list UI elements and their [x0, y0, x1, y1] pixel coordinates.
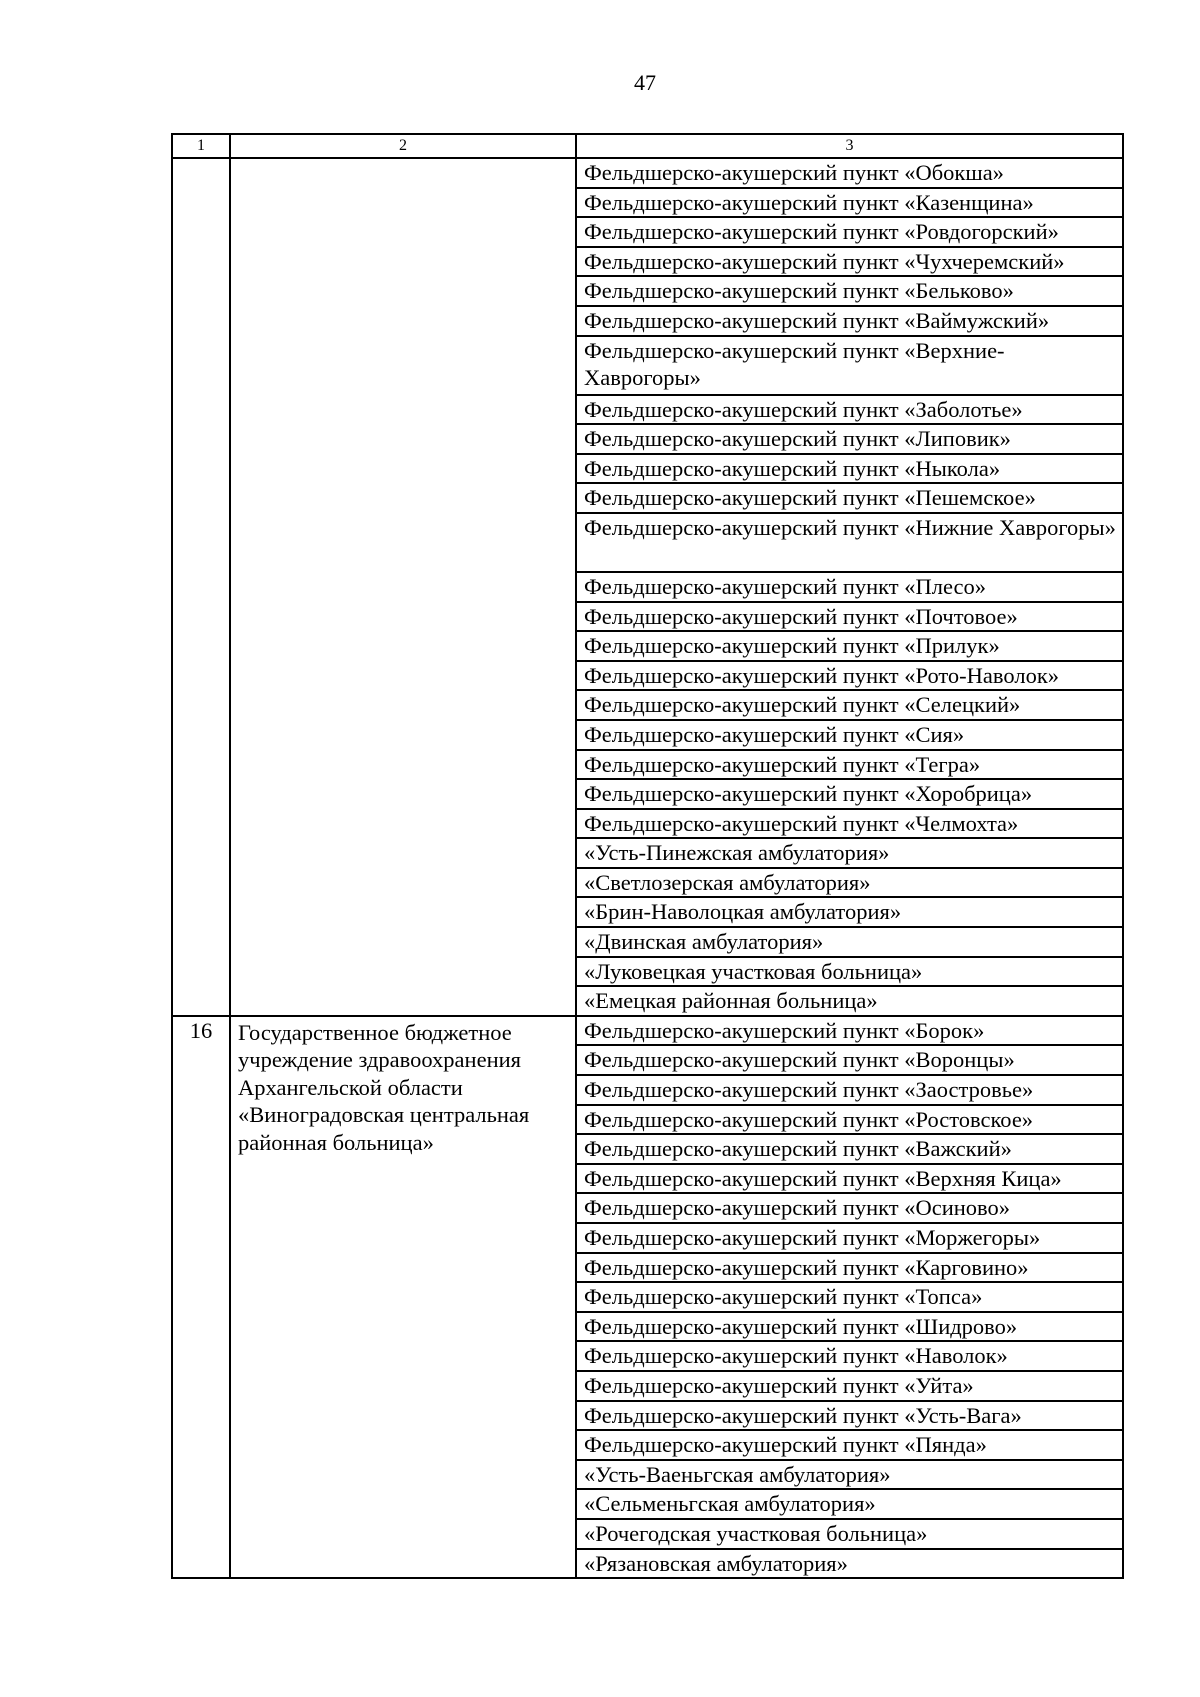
facility-cell: Фельдшерско-акушерский пункт «Селецкий» [576, 690, 1123, 720]
facility-cell: Фельдшерско-акушерский пункт «Нижние Хаврогоры» [576, 513, 1123, 572]
facility-cell: «Рочегодская участковая больница» [576, 1519, 1123, 1549]
table-row [172, 1016, 1123, 1046]
header-col-1: 1 [172, 134, 230, 158]
facility-cell: Фельдшерско-акушерский пункт «Обокша» [576, 158, 1123, 188]
facility-cell: Фельдшерско-акушерский пункт «Прилук» [576, 631, 1123, 661]
facility-cell: Фельдшерско-акушерский пункт «Борок» [576, 1016, 1123, 1046]
header-col-3: 3 [576, 134, 1123, 158]
facility-cell: Фельдшерско-акушерский пункт «Карговино» [576, 1253, 1123, 1283]
facility-cell: Фельдшерско-акушерский пункт «Воронцы» [576, 1045, 1123, 1075]
facility-cell: Фельдшерско-акушерский пункт «Тегра» [576, 750, 1123, 780]
facility-cell: Фельдшерско-акушерский пункт «Почтовое» [576, 602, 1123, 632]
facility-cell: Фельдшерско-акушерский пункт «Заболотье» [576, 395, 1123, 425]
table-row [172, 158, 1123, 188]
facility-cell: Фельдшерско-акушерский пункт «Ныкола» [576, 454, 1123, 484]
facility-cell: Фельдшерско-акушерский пункт «Важский» [576, 1134, 1123, 1164]
facility-cell: Фельдшерско-акушерский пункт «Сия» [576, 720, 1123, 750]
facility-cell: «Светлозерская амбулатория» [576, 868, 1123, 898]
facility-cell: Фельдшерско-акушерский пункт «Ваймужский» [576, 306, 1123, 336]
facility-cell: Фельдшерско-акушерский пункт «Бельково» [576, 276, 1123, 306]
row-number-cell [172, 158, 230, 1016]
facility-cell: Фельдшерско-акушерский пункт «Пянда» [576, 1430, 1123, 1460]
facility-cell: Фельдшерско-акушерский пункт «Ростовское» [576, 1105, 1123, 1135]
facility-cell: Фельдшерско-акушерский пункт «Усть-Вага» [576, 1401, 1123, 1431]
facility-cell: Фельдшерско-акушерский пункт «Казенщина» [576, 188, 1123, 218]
facility-cell: Фельдшерско-акушерский пункт «Верхние-Хаврогоры» [576, 336, 1123, 395]
facility-cell: Фельдшерско-акушерский пункт «Топса» [576, 1282, 1123, 1312]
facility-cell: Фельдшерско-акушерский пункт «Рото-Наволок» [576, 661, 1123, 691]
header-col-2: 2 [230, 134, 576, 158]
facility-cell: Фельдшерско-акушерский пункт «Липовик» [576, 424, 1123, 454]
facility-cell: Фельдшерско-акушерский пункт «Наволок» [576, 1341, 1123, 1371]
facilities-table [171, 133, 1124, 1579]
facility-cell: «Емецкая районная больница» [576, 986, 1123, 1016]
facility-cell: «Усть-Пинежская амбулатория» [576, 838, 1123, 868]
page-number: 47 [634, 70, 656, 95]
row-number-cell: 16 [172, 1016, 230, 1578]
facility-cell: Фельдшерско-акушерский пункт «Ровдогорский» [576, 217, 1123, 247]
facility-cell: Фельдшерско-акушерский пункт «Чухчеремский» [576, 247, 1123, 277]
table-header-row [172, 134, 1123, 158]
facility-cell: Фельдшерско-акушерский пункт «Хоробрица» [576, 779, 1123, 809]
facility-cell: «Брин-Наволоцкая амбулатория» [576, 897, 1123, 927]
facility-cell: Фельдшерско-акушерский пункт «Плесо» [576, 572, 1123, 602]
facility-cell: Фельдшерско-акушерский пункт «Пешемское» [576, 483, 1123, 513]
facility-cell: Фельдшерско-акушерский пункт «Осиново» [576, 1193, 1123, 1223]
organization-cell [230, 158, 576, 1016]
facility-cell: Фельдшерско-акушерский пункт «Верхняя Кица» [576, 1164, 1123, 1194]
facility-cell: «Сельменьгская амбулатория» [576, 1489, 1123, 1519]
facility-cell: Фельдшерско-акушерский пункт «Шидрово» [576, 1312, 1123, 1342]
facility-cell: Фельдшерско-акушерский пункт «Заостровье» [576, 1075, 1123, 1105]
facility-cell: «Луковецкая участковая больница» [576, 957, 1123, 987]
facility-cell: Фельдшерско-акушерский пункт «Моржегоры» [576, 1223, 1123, 1253]
facility-cell: «Усть-Ваеньгская амбулатория» [576, 1460, 1123, 1490]
facility-cell: Фельдшерско-акушерский пункт «Челмохта» [576, 809, 1123, 839]
facility-cell: «Рязановская амбулатория» [576, 1549, 1123, 1579]
organization-cell: Государственное бюджетное учреждение здравоохранения Архангельской области «Виноградовская центральная районная больница» [230, 1016, 576, 1578]
facility-cell: «Двинская амбулатория» [576, 927, 1123, 957]
facility-cell: Фельдшерско-акушерский пункт «Уйта» [576, 1371, 1123, 1401]
